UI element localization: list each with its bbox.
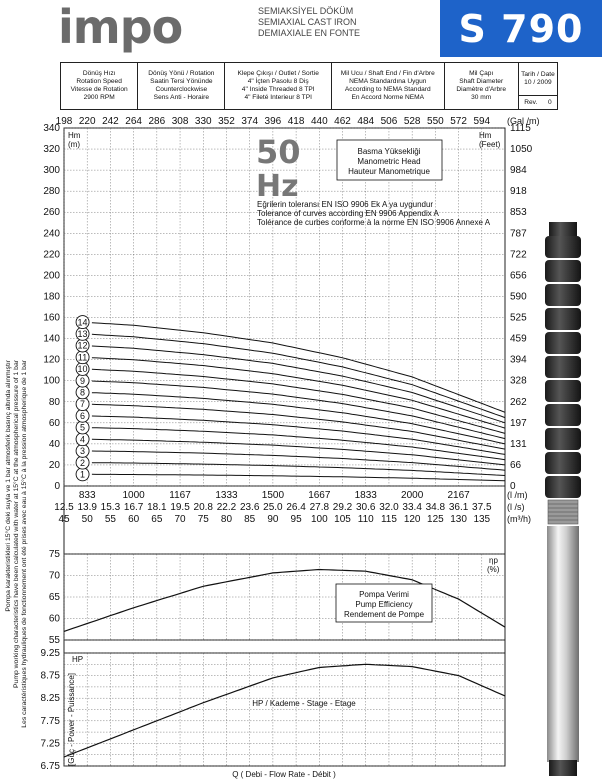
head-tick-m: 120 <box>43 354 60 366</box>
lmin-tick: 1000 <box>122 490 145 501</box>
stage-curve-1 <box>92 474 505 480</box>
power-tick: 6.75 <box>40 761 60 772</box>
lmin-tick: 2000 <box>401 490 424 501</box>
spec-text: Counterclockwise <box>155 86 208 93</box>
m3h-tick: 45 <box>58 514 70 525</box>
spec-text: NEMA Standardına Uygun <box>349 78 427 85</box>
ls-tick: 22.2 <box>216 502 237 513</box>
head-tick-ft: 328 <box>510 375 527 387</box>
side-note-line: Les caractéristiques hydrauliques de fonctionnement ont été prises avec eau à 15°C à la pression atmospherique de 1 bar <box>21 360 28 728</box>
gpm-unit: (Gal /m) <box>507 116 540 126</box>
m3h-tick: 55 <box>104 514 116 525</box>
head-tick-ft: 984 <box>510 165 527 177</box>
power-tick: 8.25 <box>40 693 60 705</box>
power-curve <box>64 664 505 757</box>
subtitle-line-fr: DEMIAXIALE EN FONTE <box>258 28 361 38</box>
head-tick-ft: 1115 <box>510 123 531 134</box>
head-tick-ft: 197 <box>510 417 527 429</box>
head-tick-ft: 722 <box>510 249 527 261</box>
efficiency-axis-label: (%) <box>487 565 500 574</box>
ls-tick: 34.8 <box>425 502 446 513</box>
stage-label-5: 5 <box>80 422 86 433</box>
ls-tick: 13.9 <box>77 502 97 513</box>
spec-text: 30 mm <box>471 94 492 101</box>
lmin-tick: 1500 <box>261 490 285 501</box>
stage-label-2: 2 <box>80 457 86 468</box>
lmin-tick: 1333 <box>215 490 238 501</box>
m3h-tick: 70 <box>174 514 186 525</box>
stage-label-9: 9 <box>80 375 86 386</box>
spec-text: Shaft Diameter <box>459 78 504 85</box>
gpm-tick: 352 <box>218 116 235 127</box>
gpm-tick: 594 <box>473 116 491 127</box>
tolerance-line: Tolerance of curves according EN 9906 Appendix A <box>257 209 439 218</box>
spec-text: 4" İçten Pasolu 8 Diş <box>247 78 309 85</box>
spec-text: Mil Ucu / Shaft End / Fin d'Arbre <box>340 70 435 77</box>
head-title-line: Hauteur Manometrique <box>348 167 430 176</box>
head-tick-m: 180 <box>43 291 60 303</box>
spec-text: Sens Anti - Horaire <box>153 94 210 101</box>
efficiency-tick: 75 <box>48 549 60 560</box>
ls-unit: (l /s) <box>507 502 525 512</box>
head-tick-m: 260 <box>43 207 60 219</box>
date-value: 10 / 2009 <box>524 79 552 86</box>
subtitle-line-en: SEMIAXIAL CAST IRON <box>258 17 357 27</box>
gpm-tick: 462 <box>334 116 351 127</box>
head-tick-m: 160 <box>43 312 60 324</box>
m3h-tick: 120 <box>403 514 421 525</box>
side-note-line: Pompa karakteristikleri 15°C deki suyla ve 1 bar atmosferik basınç altında alınmıştır <box>5 360 12 612</box>
head-tick-m: 20 <box>48 459 60 471</box>
head-tick-m: 0 <box>54 481 60 492</box>
spec-shaft-end <box>332 63 444 109</box>
stage-label-3: 3 <box>80 446 86 457</box>
ls-tick: 36.1 <box>448 502 469 513</box>
power-title: HP / Kademe - Stage - Etage <box>252 699 356 708</box>
m3h-tick: 115 <box>380 514 397 525</box>
head-tick-m: 80 <box>48 396 60 408</box>
frequency-unit: Hz <box>256 169 299 204</box>
spec-text: 4" Inside Threaded 8 TPI <box>241 86 315 93</box>
spec-text: En Accord Norme NEMA <box>351 94 425 101</box>
gpm-tick: 264 <box>125 116 142 127</box>
spec-text: Dönüş Hızı <box>82 70 116 77</box>
m3h-tick: 100 <box>310 514 328 525</box>
head-axis-label-ft: Hm <box>479 131 492 140</box>
spec-shaft-diameter <box>445 63 519 109</box>
brand-logo: impo <box>58 0 183 54</box>
power-tick: 8.75 <box>40 670 60 682</box>
efficiency-tick: 65 <box>48 592 60 603</box>
ls-tick: 16.7 <box>123 502 144 513</box>
x-axis-title: Q ( Debi - Flow Rate - Débit ) <box>232 770 336 779</box>
spec-text: Rotation Speed <box>76 78 122 85</box>
head-axis-label-m: (m) <box>68 140 80 149</box>
head-tick-ft: 459 <box>510 333 527 345</box>
m3h-tick: 110 <box>357 514 374 525</box>
m3h-tick: 85 <box>244 514 256 525</box>
head-tick-m: 60 <box>48 417 60 429</box>
frequency-value: 50 <box>256 133 301 171</box>
head-tick-ft: 394 <box>510 354 527 366</box>
spec-text: Vitesse de Rotation <box>70 86 128 93</box>
head-title-line: Manometric Head <box>357 157 421 166</box>
ls-tick: 32.0 <box>379 502 399 513</box>
stage-label-6: 6 <box>80 410 86 421</box>
lmin-unit: (l /m) <box>507 490 528 500</box>
power-tick: 9.25 <box>40 648 60 659</box>
head-tick-ft: 590 <box>510 291 527 303</box>
m3h-tick: 60 <box>128 514 140 525</box>
spec-outlet <box>225 63 332 109</box>
pump-performance-chart <box>0 108 602 780</box>
m3h-tick: 75 <box>197 514 209 525</box>
pump-motor <box>547 526 579 762</box>
head-tick-ft: 656 <box>510 270 527 282</box>
stage-curve-2 <box>92 463 505 476</box>
ls-tick: 37.5 <box>472 502 492 513</box>
gpm-tick: 550 <box>427 116 444 127</box>
ls-tick: 15.3 <box>100 502 121 513</box>
head-tick-m: 100 <box>43 375 60 387</box>
ls-tick: 26.4 <box>286 502 306 513</box>
stage-curve-13 <box>92 334 505 417</box>
lmin-tick: 1167 <box>169 490 191 501</box>
ls-tick: 27.8 <box>309 502 330 513</box>
power-side-label: [Güç - Power - Puissance] <box>67 673 76 766</box>
m3h-tick: 80 <box>220 514 233 525</box>
ls-tick: 33.4 <box>402 502 422 513</box>
stage-label-11: 11 <box>77 352 88 363</box>
efficiency-tick: 55 <box>48 635 60 646</box>
ls-tick: 29.2 <box>332 502 353 513</box>
head-title-line: Basma Yüksekliği <box>357 147 421 156</box>
spec-text: Dönüş Yönü / Rotation <box>148 70 215 77</box>
ls-tick: 20.8 <box>193 502 213 513</box>
m3h-tick: 95 <box>290 514 302 525</box>
pump-illustration <box>535 222 591 778</box>
efficiency-title-line: Rendement de Pompe <box>343 610 425 619</box>
m3h-unit: (m³/h) <box>507 514 531 524</box>
stage-curve-14 <box>92 323 505 413</box>
head-tick-m: 320 <box>43 144 60 156</box>
spec-rotation-speed <box>61 63 138 109</box>
lmin-tick: 833 <box>78 490 96 501</box>
m3h-tick: 125 <box>427 514 444 525</box>
spec-text: 2900 RPM <box>83 94 115 101</box>
model-badge: S 790 <box>440 0 602 57</box>
ls-tick: 18.1 <box>147 502 167 513</box>
spec-text: Saatin Tersi Yönünde <box>150 78 213 85</box>
subtitle-line-tr: SEMIAKSİYEL DÖKÜM <box>258 6 354 16</box>
power-axis-label: HP <box>72 655 84 664</box>
stage-label-13: 13 <box>77 328 88 339</box>
rev-value: 0 <box>547 98 552 106</box>
efficiency-curve <box>64 570 505 632</box>
lmin-tick: 1667 <box>308 490 331 501</box>
gpm-tick: 198 <box>55 116 73 127</box>
spec-table <box>60 62 558 110</box>
rev-label: Rev. <box>524 98 538 106</box>
head-tick-m: 40 <box>48 438 60 450</box>
head-tick-ft: 131 <box>510 438 527 450</box>
head-tick-ft: 853 <box>510 207 527 219</box>
head-tick-ft: 262 <box>510 396 527 408</box>
efficiency-axis-label: ηp <box>489 556 498 565</box>
pump-base <box>549 760 577 776</box>
head-tick-m: 200 <box>43 270 60 282</box>
spec-text: According to NEMA Standard <box>344 86 431 93</box>
head-tick-ft: 918 <box>510 186 527 198</box>
stage-label-14: 14 <box>77 317 88 328</box>
lmin-tick: 1833 <box>354 490 377 501</box>
gpm-tick: 572 <box>450 116 467 127</box>
head-tick-m: 140 <box>43 333 60 345</box>
stage-curve-3 <box>92 451 505 470</box>
stage-label-10: 10 <box>77 364 88 375</box>
head-tick-m: 240 <box>43 228 60 240</box>
gpm-tick: 528 <box>403 116 421 127</box>
power-tick: 7.75 <box>40 715 60 727</box>
pump-outlet <box>549 222 577 236</box>
lmin-tick: 2167 <box>447 490 470 501</box>
head-tick-m: 300 <box>43 165 60 177</box>
spec-text: Klepe Çıkışı / Outlet / Sortie <box>237 70 319 77</box>
gpm-tick: 242 <box>102 116 119 127</box>
head-tick-ft: 525 <box>510 312 527 324</box>
gpm-tick: 506 <box>380 116 398 127</box>
tolerance-line: Eğrilerin toleransı EN ISO 9906 Ek A ya uygundur <box>257 200 434 209</box>
stage-label-12: 12 <box>77 340 88 351</box>
date-box <box>519 63 557 109</box>
material-subtitle <box>258 6 360 39</box>
spec-rotation-direction <box>138 63 225 109</box>
head-tick-ft: 787 <box>510 228 527 240</box>
pump-stages <box>545 236 581 498</box>
head-tick-m: 220 <box>43 249 60 261</box>
head-axis-label-ft: (Feet) <box>479 140 501 149</box>
head-tick-ft: 66 <box>510 459 522 471</box>
gpm-tick: 374 <box>241 116 259 127</box>
efficiency-tick: 70 <box>48 570 60 582</box>
head-tick-ft: 0 <box>510 481 516 492</box>
stage-label-7: 7 <box>80 399 86 410</box>
gpm-tick: 330 <box>194 116 212 127</box>
stage-label-4: 4 <box>80 434 86 445</box>
date-label: Tarih / Date <box>521 71 555 78</box>
stage-label-1: 1 <box>80 469 86 480</box>
ls-tick: 12.5 <box>54 502 74 513</box>
stage-curve-6 <box>92 416 505 454</box>
m3h-tick: 65 <box>151 514 163 525</box>
m3h-tick: 135 <box>473 514 491 525</box>
power-tick: 7.25 <box>40 738 60 750</box>
gpm-tick: 286 <box>148 116 166 127</box>
gpm-tick: 484 <box>357 116 375 127</box>
spec-text: 4" Fileté Interieur 8 TPI <box>244 94 312 101</box>
m3h-tick: 130 <box>450 514 467 525</box>
ls-tick: 23.6 <box>239 502 260 513</box>
head-tick-m: 280 <box>43 186 60 198</box>
gpm-tick: 308 <box>171 116 189 127</box>
m3h-tick: 90 <box>267 514 279 525</box>
efficiency-title-line: Pompa Verimi <box>359 590 409 599</box>
spec-text: Mil Çapı <box>469 70 494 77</box>
head-tick-ft: 1050 <box>510 144 533 156</box>
head-tick-m: 340 <box>43 123 60 134</box>
m3h-tick: 50 <box>81 514 93 525</box>
gpm-tick: 418 <box>287 116 305 127</box>
ls-tick: 19.5 <box>170 502 190 513</box>
stage-label-8: 8 <box>80 387 86 398</box>
efficiency-title-line: Pump Efficiency <box>355 600 413 609</box>
gpm-tick: 220 <box>78 116 96 127</box>
efficiency-tick: 60 <box>48 613 60 625</box>
m3h-tick: 105 <box>334 514 351 525</box>
head-axis-label-m: Hm <box>68 131 81 140</box>
gpm-tick: 440 <box>310 116 328 127</box>
ls-tick: 25.0 <box>263 502 283 513</box>
tolerance-line: Tolérance de curbes conforme à la norme EN ISO 9906 Annexe A <box>257 218 491 227</box>
spec-text: Diamètre d'Arbre <box>456 86 506 93</box>
side-note-line: Pump working characteristics have been calculated with water at 15°C at the atmospherical pressure of 1 bar <box>13 360 20 688</box>
gpm-tick: 396 <box>264 116 282 127</box>
ls-tick: 30.6 <box>356 502 376 513</box>
